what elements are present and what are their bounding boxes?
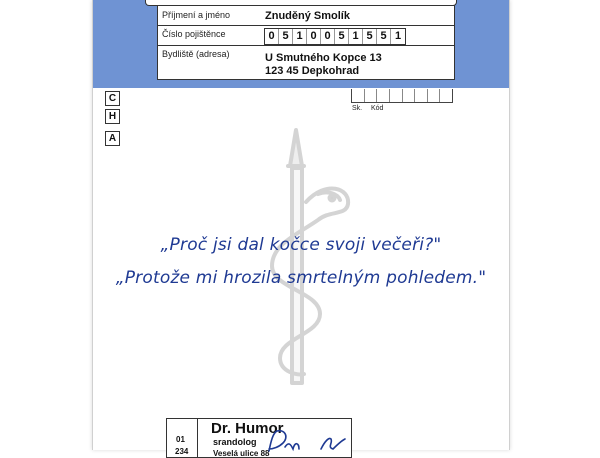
address-line1: U Smutného Kopce 13 — [265, 52, 382, 64]
code-boxes — [351, 89, 453, 103]
joke-answer: „Protože mi hrozila smrtelným pohledem." — [115, 268, 487, 288]
doctor-title: srandolog — [213, 437, 257, 447]
insurance-digit: 0 — [321, 29, 335, 44]
insurance-number — [264, 28, 406, 45]
side-letter-c: C — [105, 91, 120, 106]
address-row — [158, 45, 454, 81]
insurance-digit: 5 — [377, 29, 391, 44]
insurance-digit: 1 — [394, 30, 402, 42]
patient-info-box — [157, 5, 455, 80]
address-label: Bydliště (adresa) — [162, 49, 230, 59]
insurance-label: Číslo pojištěnce — [162, 29, 226, 39]
insurance-digit: 5 — [335, 29, 349, 44]
name-row — [158, 6, 454, 26]
name-label: Příjmení a jméno — [162, 10, 231, 20]
sk-label: Sk. — [352, 105, 363, 112]
insurance-digit: 0 — [265, 29, 279, 44]
signature-scribble-icon — [265, 427, 355, 453]
insurance-digit: 5 — [363, 29, 377, 44]
stamp-number-top: 01 — [176, 435, 185, 444]
prescription-page — [92, 0, 510, 458]
insurance-digit: 0 — [307, 29, 321, 44]
doctor-name: Dr. Humor — [211, 420, 284, 437]
doctor-street: Veselá ulice 88 — [213, 449, 270, 458]
address-line2: 123 45 Depkohrad — [265, 65, 360, 77]
rod-of-asclepius-watermark-icon — [248, 124, 358, 386]
stamp-number-bottom: 234 — [175, 447, 189, 456]
insurance-digit: 1 — [293, 29, 307, 44]
insurance-digit: 5 — [279, 29, 293, 44]
insurance-row — [158, 25, 454, 46]
insurance-digit: 1 — [349, 29, 363, 44]
name-value: Znuděný Smolík — [265, 10, 350, 22]
side-letter-a: A — [105, 131, 120, 146]
side-letter-h: H — [105, 109, 120, 124]
kod-label: Kód — [371, 105, 384, 112]
joke-question: „Proč jsi dal kočce svoji večeři?" — [160, 235, 442, 255]
